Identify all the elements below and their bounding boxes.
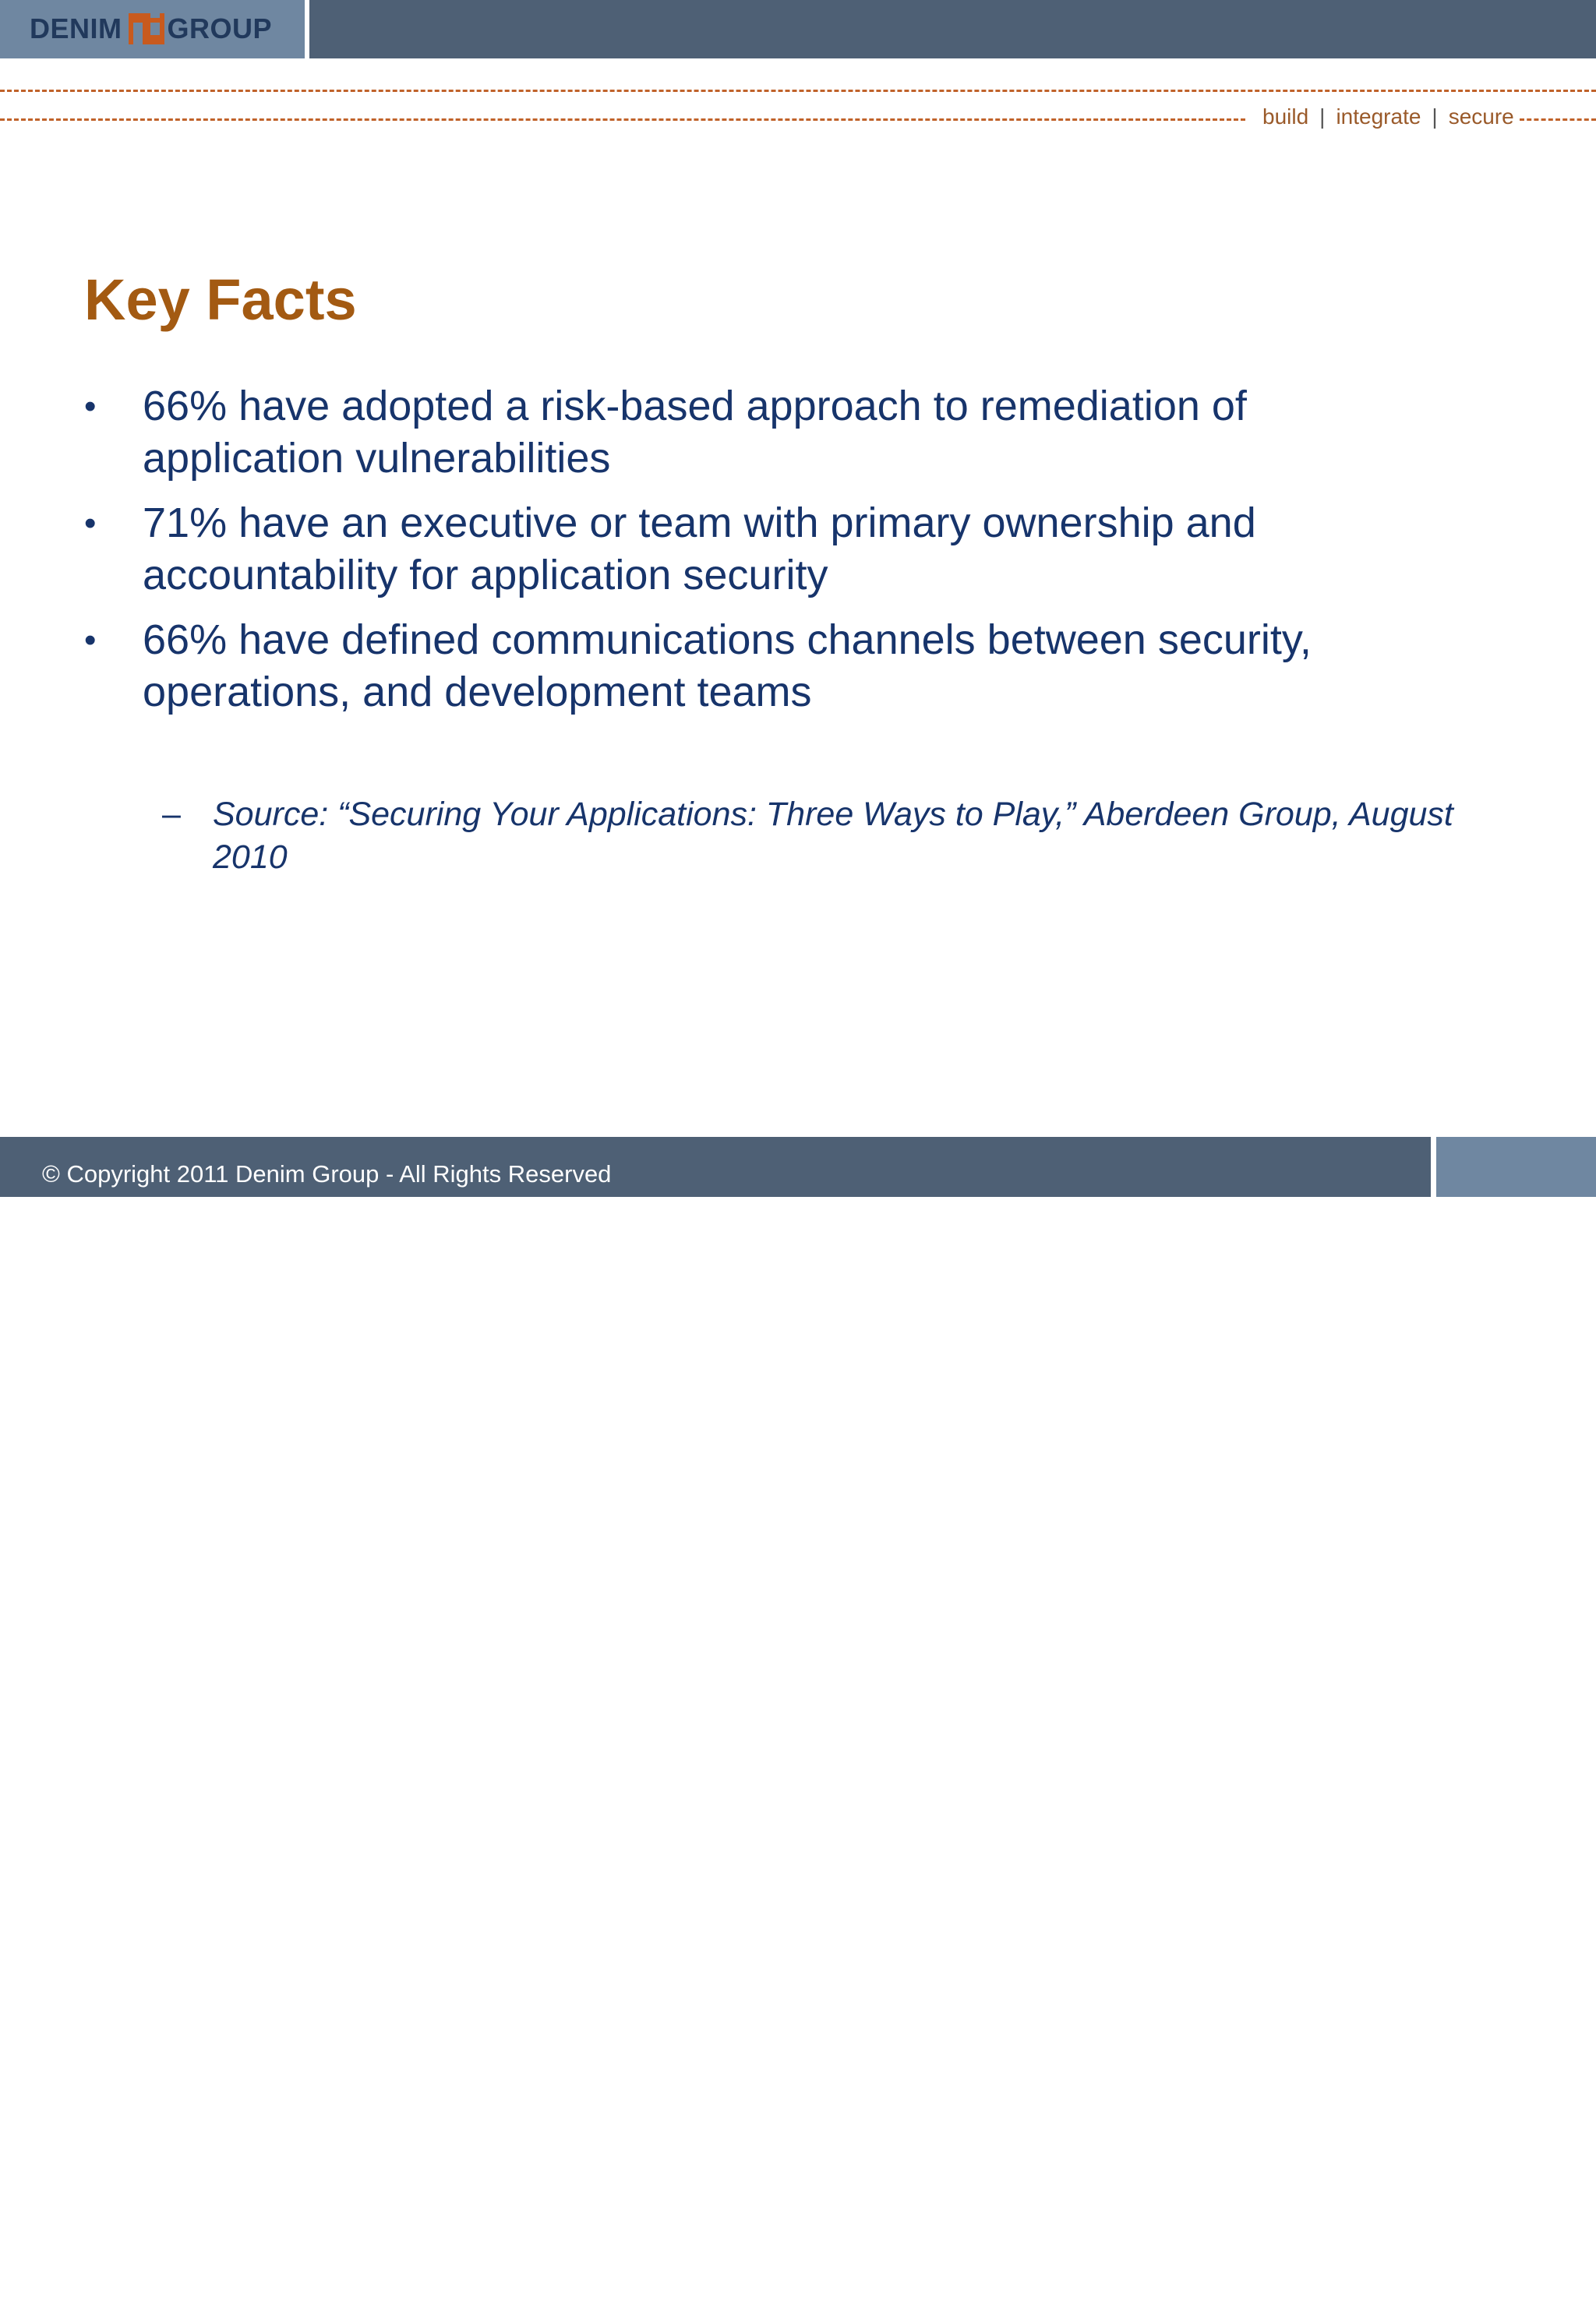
bullet-list xyxy=(84,380,1456,731)
bullet-text: 71% have an executive or team with primary ownership and accountability for application security xyxy=(143,499,1256,598)
bullet-dot: • xyxy=(84,387,97,425)
tagline-integrate: integrate xyxy=(1336,104,1421,129)
tagline xyxy=(1262,104,1514,129)
bullet-item xyxy=(84,497,1456,602)
bullet-text: 66% have defined communications channels between security, operations, and development teams xyxy=(143,616,1312,715)
tagline-separator: | xyxy=(1319,104,1326,129)
bullet-dot: • xyxy=(84,621,97,659)
logo-box xyxy=(0,0,305,58)
tagline-separator: | xyxy=(1432,104,1438,129)
source-citation xyxy=(162,793,1487,879)
tagline-build: build xyxy=(1262,104,1309,129)
logo-text-left: DENIM xyxy=(30,12,122,44)
bullet-text: 66% have adopted a risk-based approach to remediation of application vulnerabilities xyxy=(143,383,1247,482)
slide-title: Key Facts xyxy=(84,267,357,332)
source-dash: – xyxy=(162,796,181,833)
logo-text-right: GROUP xyxy=(167,12,273,44)
bullet-item xyxy=(84,380,1456,485)
denim-group-logo xyxy=(30,11,272,47)
page-number: 9 xyxy=(1566,2290,1580,2318)
bullet-item xyxy=(84,614,1456,718)
source-text: Source: “Securing Your Applications: Three Ways to Play,” Aberdeen Group, August 2010 xyxy=(213,796,1453,876)
bullet-dot: • xyxy=(84,504,97,542)
page-number-box xyxy=(1436,1137,1596,2318)
dashed-divider-bottom-right xyxy=(1520,118,1596,121)
tagline-secure: secure xyxy=(1448,104,1514,129)
dashed-divider-top xyxy=(0,90,1596,92)
header-bar xyxy=(309,0,1596,58)
logo-mark-icon xyxy=(129,13,164,44)
dashed-divider-bottom-left xyxy=(0,118,1245,121)
copyright-text: © Copyright 2011 Denim Group - All Rights Reserved xyxy=(42,1160,612,1188)
